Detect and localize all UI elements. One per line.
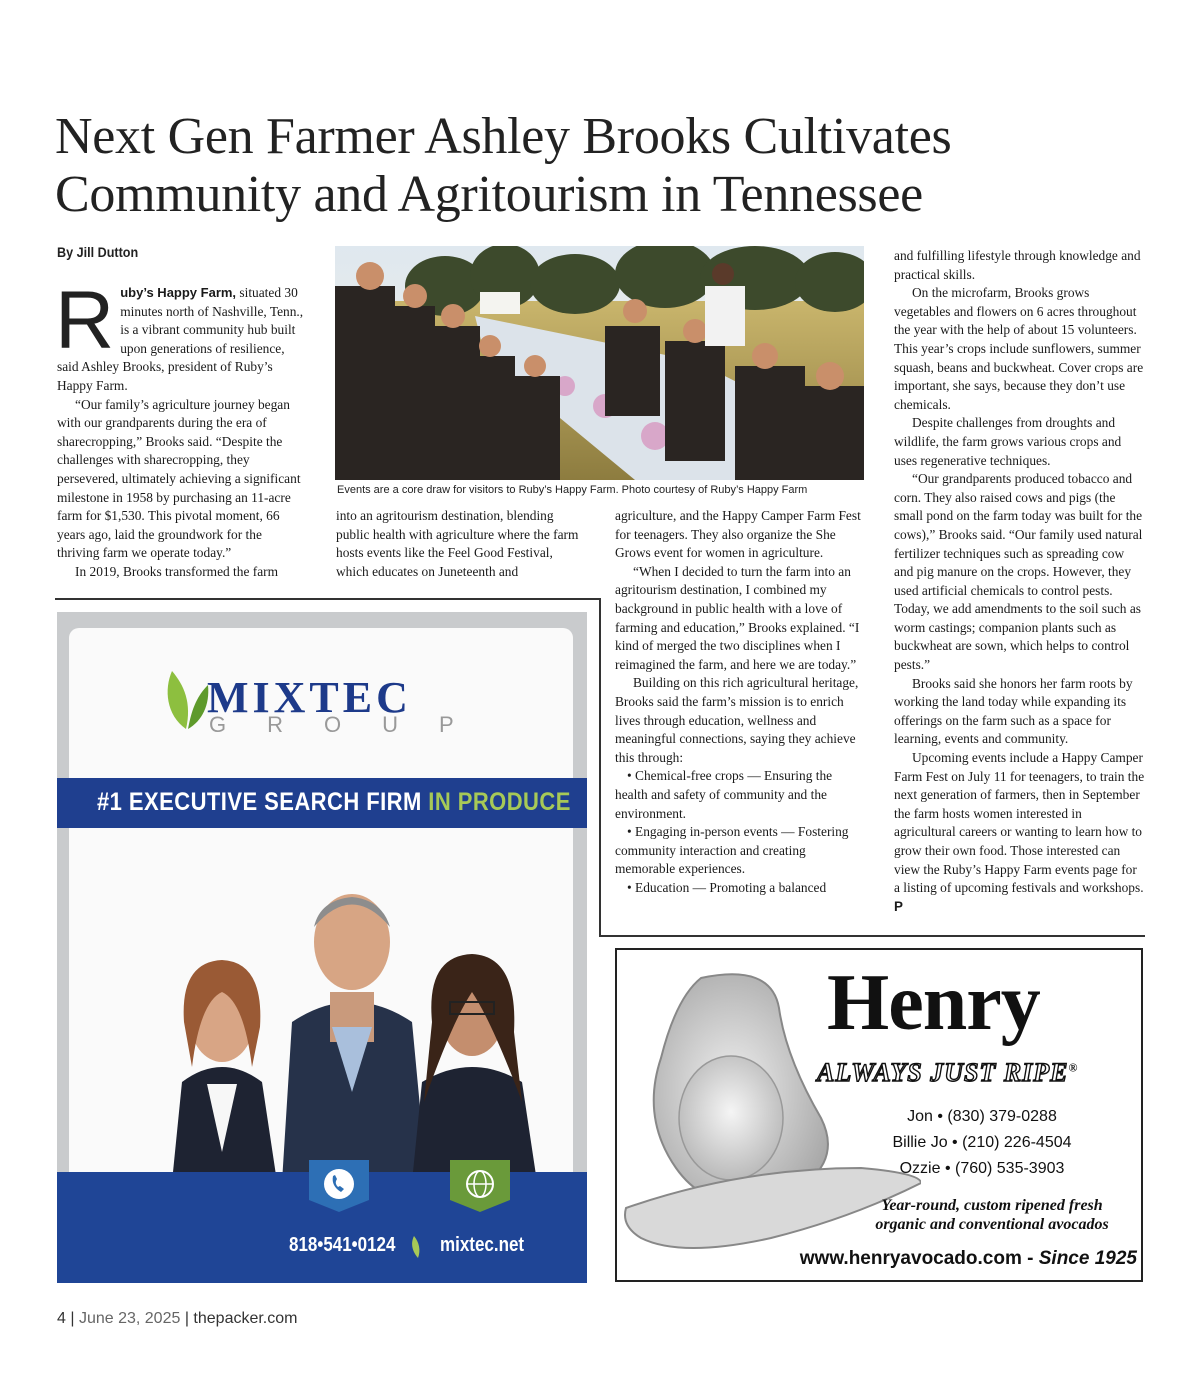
byline: By Jill Dutton xyxy=(57,244,139,260)
paragraph: “Our grandparents produced tobacco and corn. They also raised cows and pigs (the small pond on the farm today was built for the cows),” Brooks said. “Our family used natural fertilizer techniques such as spreading cow and pig manure on the crops. However, they used artificial chemicals to control pests. Today, we add amendments to the soil such as worm castings; companion plants such as buckwheat are sown, which helps to control pests.” xyxy=(894,471,1143,673)
article-column-4 xyxy=(894,247,1146,916)
contact-line[interactable]: Ozzie • (760) 535-3903 xyxy=(899,1160,1065,1177)
slogan-text: ALWAYS JUST RIPE xyxy=(817,1058,1069,1087)
henry-website[interactable] xyxy=(757,1248,1137,1270)
paragraph: Brooks said she honors her farm roots by working the land today while expanding its offerings on the farm such as a space for learning, events and community. xyxy=(894,675,1133,747)
henry-tagline xyxy=(857,1196,1127,1234)
henry-brand: Henry xyxy=(827,959,1040,1047)
headline-line-1: Next Gen Farmer Ashley Brooks Cultivates xyxy=(55,108,952,165)
lead-paragraph xyxy=(55,275,307,396)
banner-highlight: IN PRODUCE xyxy=(428,788,571,816)
paragraph-text: Upcoming events include a Happy Camper Farm Fest on July 11 for teenagers, to train the next generation of farmers, then in September the farm hosts women interested in agricultural careers or wanting to learn how to grow their own food. Those interested can view the Ruby’s Happy Farm events page for a listing of upcoming festivals and workshops. xyxy=(894,750,1145,896)
paragraph: On the microfarm, Brooks grows vegetables and flowers on 6 acres throughout the year with the help of about 15 volunteers. This year’s crops include sunflowers, summer squash, beans and buckwheat. Cover crops are important, she says, because they don’t use chemicals. xyxy=(894,285,1144,412)
paragraph xyxy=(894,749,1146,916)
mixtec-brand: MIXTEC xyxy=(207,673,412,722)
tagline-line-1: Year-round, custom ripened fresh xyxy=(881,1197,1103,1214)
separator: | xyxy=(65,1310,79,1327)
event-photo xyxy=(335,246,864,480)
divider-rule xyxy=(599,598,601,936)
since-year: Since 1925 xyxy=(1038,1248,1137,1269)
paragraph: agriculture, and the Happy Camper Farm Fest for teenagers. They also organize the She Grows event for women in agriculture. xyxy=(615,508,861,561)
mixtec-phone[interactable]: 818•541•0124 xyxy=(289,1234,396,1256)
paragraph: Despite challenges from droughts and wildlife, the farm grows various crops and uses regenerative techniques. xyxy=(894,415,1122,468)
website-url[interactable]: www.henryavocado.com - xyxy=(799,1248,1039,1269)
page-number: 4 xyxy=(57,1310,66,1327)
bullet-item: • Engaging in-person events — Fostering community interaction and creating memorable experiences. xyxy=(615,824,849,877)
paragraph: and fulfilling lifestyle through knowledge and practical skills. xyxy=(894,248,1141,282)
article-column-1 xyxy=(55,275,307,582)
banner-main: #1 EXECUTIVE SEARCH FIRM xyxy=(97,788,422,816)
divider-rule xyxy=(55,598,601,600)
banner-text xyxy=(97,788,571,817)
leaf-icon xyxy=(411,1236,425,1258)
lead-bold: uby’s Happy Farm, xyxy=(120,285,237,300)
page-footer xyxy=(57,1310,297,1328)
bullet-item: • Chemical-free crops — Ensuring the health and safety of community and the environment. xyxy=(615,768,833,821)
phone-icon[interactable] xyxy=(309,1160,369,1212)
mixtec-ad[interactable] xyxy=(57,612,587,1283)
photo-caption: Events are a core draw for visitors to Ruby’s Happy Farm. Photo courtesy of Ruby’s Happy Farm xyxy=(337,484,808,496)
article-column-3 xyxy=(615,507,867,897)
lead-rest: situated 30 minutes north of Nashville, Tenn., is a vibrant community hub built upon generations of resilience, said Ashley Brooks, president of Ruby’s Happy Farm. xyxy=(57,285,304,393)
registered-mark: ® xyxy=(1068,1060,1079,1075)
mixtec-group-text: GROUP xyxy=(209,712,495,737)
drop-cap: R xyxy=(55,275,115,366)
team-photo xyxy=(152,852,552,1182)
issue-date: June 23, 2025 xyxy=(78,1310,181,1327)
paragraph: Building on this rich agricultural heritage, Brooks said the farm’s mission is to enrich lives through education, wellness and meaningful connections, saying they achieve this through: xyxy=(615,675,859,765)
paragraph: “When I decided to turn the farm into an agritourism destination, I combined my background in public health with a love of farming and education,” Brooks explained. “I kind of merged the two disciplines when I reimagined the farm, and here we are today.” xyxy=(615,563,860,672)
headline-line-2: Community and Agritourism in Tennessee xyxy=(55,166,923,223)
separator: | xyxy=(180,1310,194,1327)
henry-avocado-ad[interactable] xyxy=(615,948,1143,1282)
site-name[interactable]: thepacker.com xyxy=(193,1310,298,1327)
contact-line[interactable]: Billie Jo • (210) 226-4504 xyxy=(892,1134,1072,1151)
leaf-logo-icon xyxy=(162,667,210,731)
bullet-item: • Education — Promoting a balanced xyxy=(627,879,827,895)
mixtec-website[interactable]: mixtec.net xyxy=(440,1234,525,1256)
henry-slogan xyxy=(817,1058,1078,1088)
tagline-line-2: organic and conventional avocados xyxy=(875,1216,1109,1233)
paragraph: into an agritourism destination, blending public health with agriculture where the farm hosts events like the Feel Good Festival, which educates on Juneteenth and xyxy=(336,508,579,579)
event-photo-image xyxy=(335,246,864,480)
contact-line[interactable]: Jon • (830) 379-0288 xyxy=(907,1108,1057,1125)
paragraph: In 2019, Brooks transformed the farm xyxy=(75,563,279,579)
article-column-2 xyxy=(336,507,588,581)
globe-icon[interactable] xyxy=(450,1160,510,1212)
paragraph: “Our family’s agriculture journey began with our grandparents during the era of sharecropping,” Brooks said. “Despite the challenges with sharecropping, they persevered, ultimately achieving a significant milestone in 1958 by purchasing an 11-acre farm for $1,530. This pivotal moment, 66 years ago, laid the groundwork for the thriving farm we operate today.” xyxy=(57,396,301,561)
divider-rule xyxy=(599,935,1145,937)
end-mark: P xyxy=(894,898,903,914)
headline xyxy=(55,108,1155,224)
